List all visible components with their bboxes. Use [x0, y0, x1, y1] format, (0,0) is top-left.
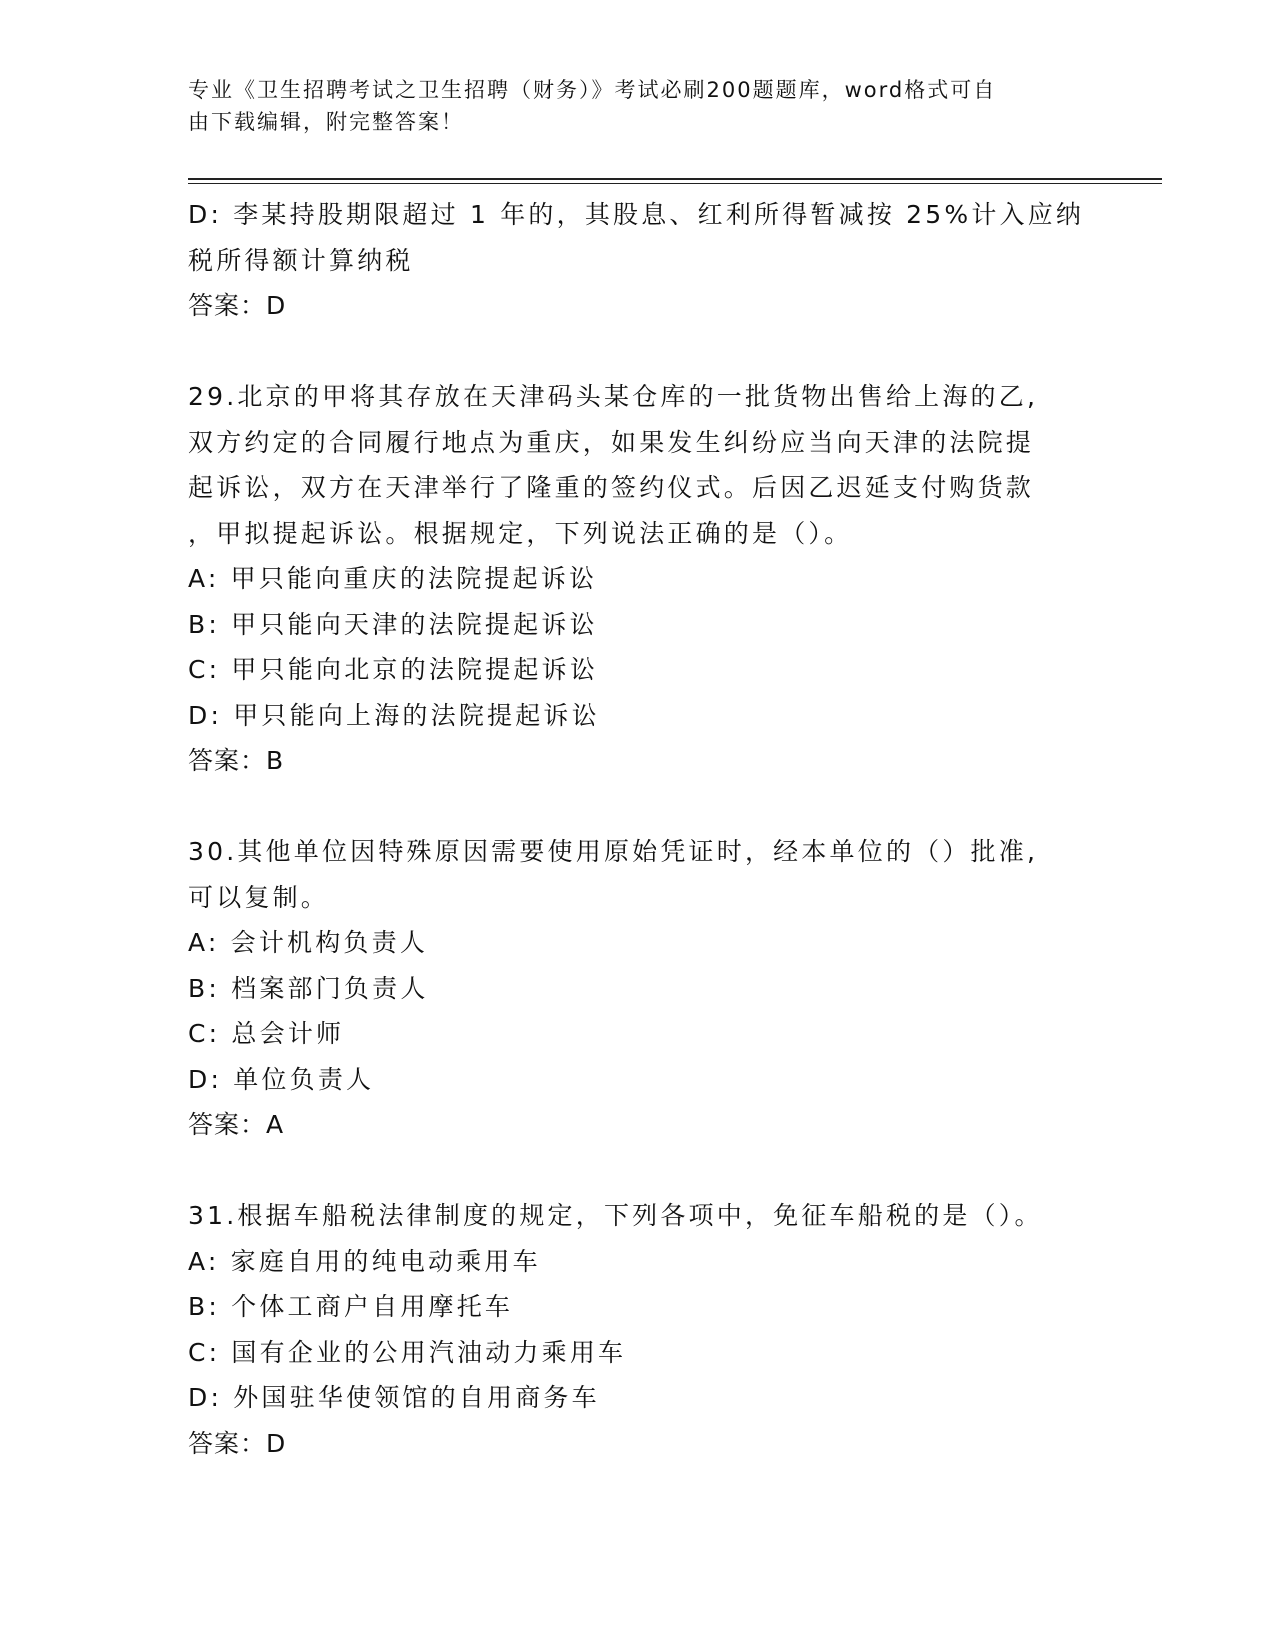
- option-c: C: 甲只能向北京的法院提起诉讼: [188, 655, 599, 684]
- answer: 答案：D: [188, 1428, 287, 1458]
- question-31: [188, 1193, 1088, 1466]
- option-b: B: 档案部门负责人: [188, 973, 429, 1003]
- option-d-line-1: D: 李某持股期限超过 1 年的，其股息、红利所得暂减按 25%计入应纳: [188, 200, 1085, 229]
- header-divider-thick: [188, 178, 1162, 180]
- question-stem-line: 双方约定的合同履行地点为重庆，如果发生纠纷应当向天津的法院提: [188, 427, 1035, 457]
- option-b: B: 个体工商户自用摩托车: [188, 1292, 514, 1321]
- header-line-1: 专业《卫生招聘考试之卫生招聘（财务）》考试必刷200题题库，word格式可自: [188, 78, 997, 102]
- question-stem-line: 29.北京的甲将其存放在天津码头某仓库的一批货物出售给上海的乙,: [188, 382, 1039, 411]
- option-d: D: 甲只能向上海的法院提起诉讼: [188, 700, 600, 730]
- option-d: D: 外国驻华使领馆的自用商务车: [188, 1383, 600, 1412]
- spacer: [188, 784, 1088, 830]
- question-stem-line: 起诉讼，双方在天津举行了隆重的签约仪式。后因乙迟延支付购货款: [188, 473, 1035, 502]
- spacer: [188, 329, 1088, 375]
- answer: 答案：B: [188, 746, 285, 775]
- header-line-2: 由下载编辑，附完整答案！: [188, 110, 464, 134]
- header-divider-thin: [188, 183, 1162, 184]
- question-stem-line: 31.根据车船税法律制度的规定，下列各项中，免征车船税的是（）。: [188, 1201, 1043, 1230]
- question-stem-line: 30.其他单位因特殊原因需要使用原始凭证时，经本单位的（）批准,: [188, 837, 1039, 866]
- answer: 答案：A: [188, 1110, 285, 1139]
- question-stem-line: ，甲拟提起诉讼。根据规定，下列说法正确的是（）。: [188, 518, 853, 548]
- option-c: C: 国有企业的公用汽油动力乘用车: [188, 1337, 627, 1367]
- document-body: [188, 192, 1088, 1466]
- option-d-line-2: 税所得额计算纳税: [188, 245, 414, 275]
- option-a: A: 会计机构负责人: [188, 928, 429, 957]
- option-d: D: 单位负责人: [188, 1064, 375, 1094]
- question-28-continuation: [188, 192, 1088, 329]
- answer: 答案：D: [188, 291, 287, 320]
- question-30: [188, 829, 1088, 1148]
- option-a: A: 家庭自用的纯电动乘用车: [188, 1246, 541, 1276]
- option-b: B: 甲只能向天津的法院提起诉讼: [188, 609, 598, 639]
- option-c: C: 总会计师: [188, 1019, 345, 1048]
- question-stem-line: 可以复制。: [188, 882, 330, 912]
- question-29: [188, 374, 1088, 784]
- option-a: A: 甲只能向重庆的法院提起诉讼: [188, 564, 598, 593]
- document-header: [188, 74, 1068, 138]
- spacer: [188, 1148, 1088, 1194]
